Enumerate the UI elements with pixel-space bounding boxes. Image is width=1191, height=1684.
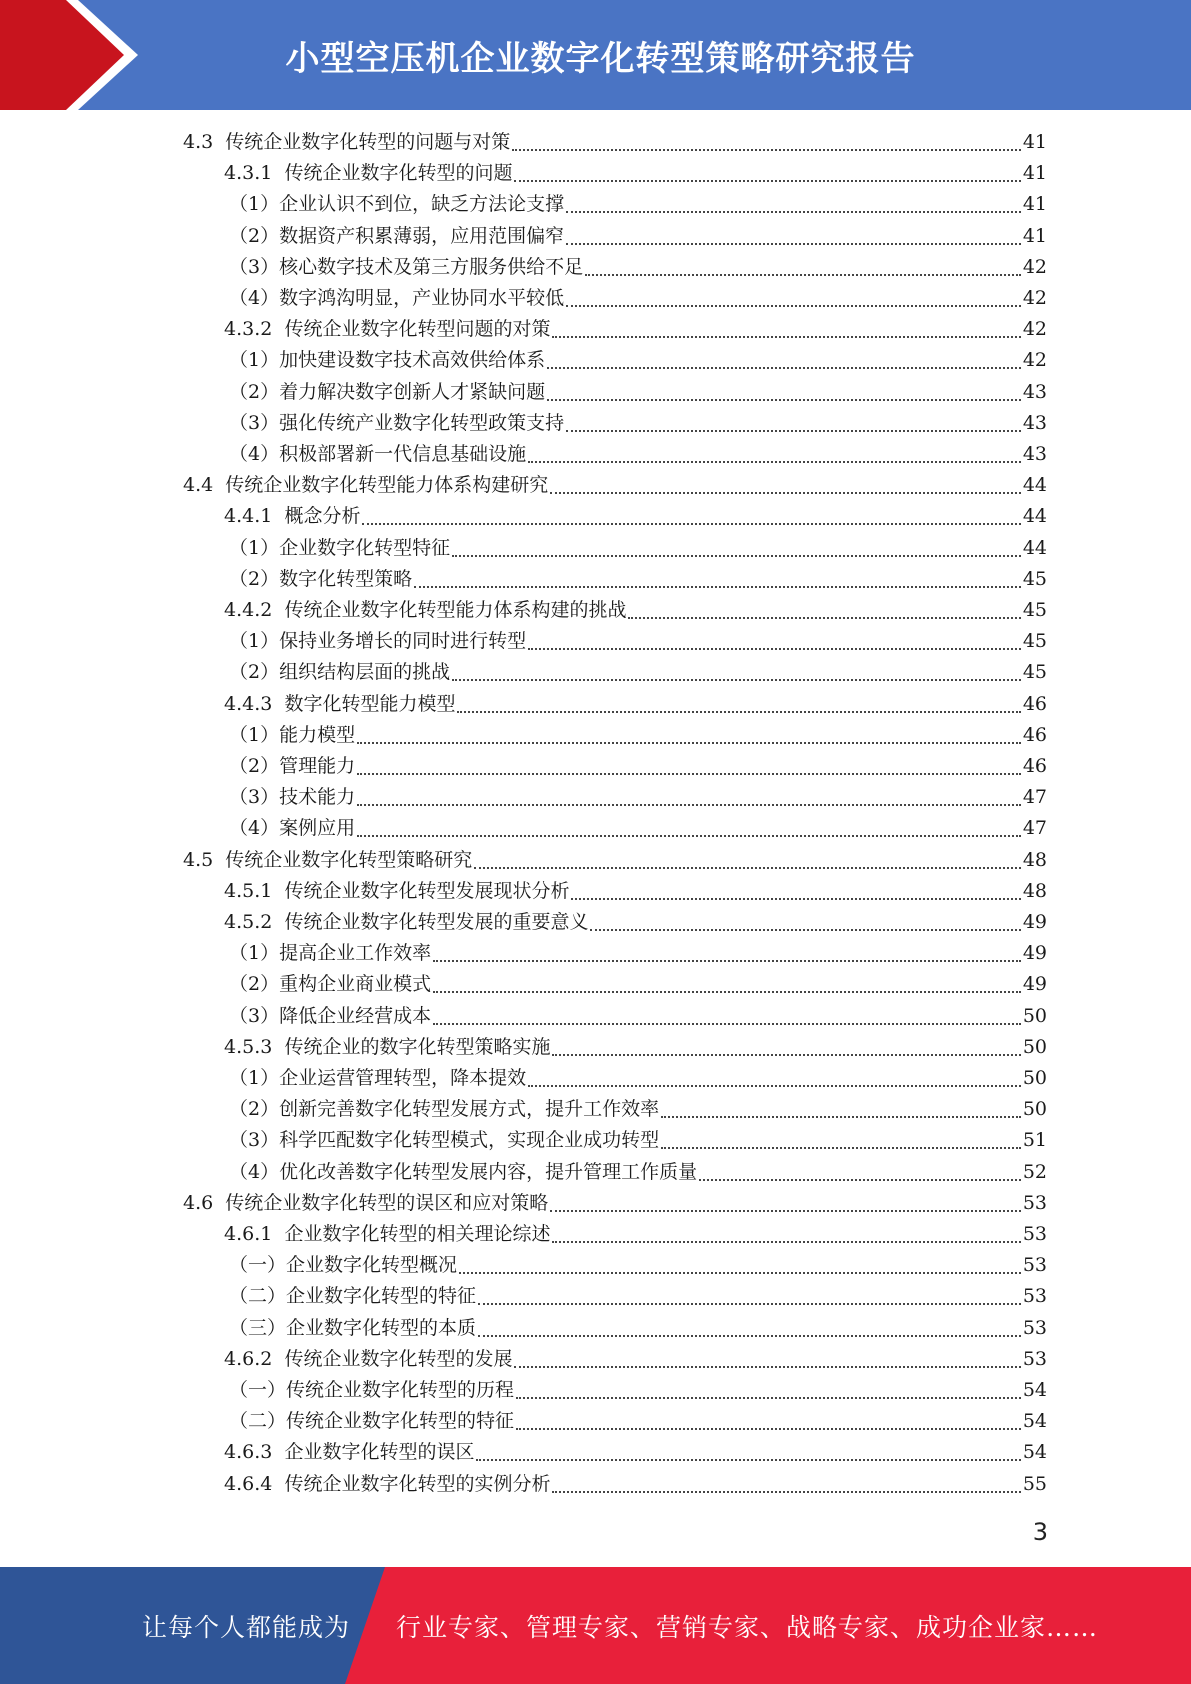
toc-entry-number: （3） — [229, 255, 280, 278]
toc-entry-title: 传统企业数字化转型的特征 — [286, 1410, 515, 1433]
toc-dot-leader — [478, 1304, 1021, 1337]
toc-entry-page: 46 — [1022, 723, 1047, 746]
toc-dot-leader — [457, 680, 1020, 713]
toc-entry-page: 55 — [1022, 1472, 1047, 1495]
toc-entry-number: 4.3.1 — [224, 162, 285, 185]
toc-dot-leader — [357, 711, 1021, 744]
toc-entry-page: 43 — [1022, 443, 1047, 465]
toc-dot-leader — [699, 1148, 1021, 1181]
toc-dot-leader — [433, 992, 1021, 1025]
toc-dot-leader — [552, 1023, 1020, 1056]
toc-entry-title: 优化改善数字化转型发展内容，提升管理工作质量 — [279, 1160, 698, 1183]
toc-entry-number: （二） — [229, 1410, 287, 1433]
toc-entry-page: 47 — [1022, 817, 1047, 840]
toc-entry-page: 53 — [1022, 1191, 1047, 1214]
toc-dot-leader — [512, 118, 1021, 151]
toc-dot-leader — [585, 243, 1021, 276]
toc-entry-page: 50 — [1022, 1067, 1047, 1089]
toc-dot-leader — [433, 929, 1021, 962]
toc-entry-page: 43 — [1022, 380, 1047, 403]
page-number: 3 — [1032, 1518, 1048, 1546]
toc-entry-title: 传统企业数字化转型的问题与对策 — [225, 131, 511, 153]
toc-dot-leader — [516, 1397, 1021, 1430]
toc-entry-number: 4.6.3 — [224, 1441, 285, 1464]
toc-dot-leader — [528, 430, 1021, 463]
toc-entry-title: 管理能力 — [279, 755, 356, 777]
toc-entry-page: 45 — [1022, 599, 1047, 621]
toc-entry-title: 企业运营管理转型，降本提效 — [279, 1067, 527, 1089]
toc-entry-page: 44 — [1022, 474, 1047, 497]
footer-slogan-lead: 让每个人都能成为 — [142, 1612, 351, 1642]
toc-entry-title: 传统企业数字化转型的误区和应对策略 — [225, 1191, 549, 1214]
toc-entry[interactable] — [0, 1469, 1191, 1500]
toc-entry-title: 传统企业数字化转型的问题 — [284, 162, 513, 185]
report-title: 小型空压机企业数字化转型策略研究报告 — [285, 38, 916, 79]
toc-entry-number: （4） — [229, 287, 280, 309]
toc-entry-number: （3） — [229, 411, 280, 434]
toc-entry-title: 创新完善数字化转型发展方式，提升工作效率 — [279, 1098, 660, 1121]
toc-entry-title: 传统企业数字化转型的实例分析 — [284, 1472, 551, 1495]
toc-dot-leader — [452, 524, 1021, 557]
toc-entry-number: 4.3.2 — [224, 318, 285, 341]
toc-entry-number: （1） — [229, 193, 280, 216]
toc-entry-title: 企业数字化转型的本质 — [286, 1316, 477, 1339]
toc-entry-title: 数字化转型策略 — [279, 567, 413, 590]
toc-entry-number: （2） — [229, 224, 280, 247]
toc-entry-title: 企业数字化转型特征 — [279, 536, 451, 559]
toc-entry-number: （一） — [229, 1254, 287, 1277]
toc-entry-page: 49 — [1022, 973, 1047, 996]
toc-entry-number: （3） — [229, 1129, 280, 1152]
toc-entry-page: 54 — [1022, 1410, 1047, 1433]
toc-entry-number: 4.5.2 — [224, 911, 285, 933]
footer-slogan-roles: 行业专家、管理专家、营销专家、战略专家、成功企业家…… — [396, 1612, 1099, 1642]
toc-entry-title: 传统企业数字化转型发展的重要意义 — [284, 911, 589, 933]
toc-entry-title: 提高企业工作效率 — [279, 942, 432, 965]
toc-entry-title: 技术能力 — [279, 786, 356, 809]
toc-entry-title: 概念分析 — [284, 505, 361, 528]
toc-entry-number: （1） — [229, 942, 280, 965]
toc-entry-title: 传统企业数字化转型能力体系构建的挑战 — [284, 599, 627, 621]
toc-entry-number: 4.6.1 — [224, 1223, 285, 1245]
toc-entry-page: 42 — [1022, 255, 1047, 278]
toc-dot-leader — [590, 898, 1020, 931]
toc-entry-page: 41 — [1022, 224, 1047, 247]
toc-dot-leader — [547, 336, 1021, 369]
toc-dot-leader — [459, 1241, 1021, 1274]
toc-entry-title: 着力解决数字创新人才紧缺问题 — [279, 380, 546, 403]
toc-entry-title: 案例应用 — [279, 817, 356, 840]
toc-entry-number: 4.3 — [183, 131, 226, 153]
toc-dot-leader — [628, 586, 1020, 619]
toc-entry-page: 51 — [1022, 1129, 1047, 1152]
toc-entry-number: （4） — [229, 817, 280, 840]
toc-entry-number: 4.4.2 — [224, 599, 285, 621]
toc-entry-page: 41 — [1022, 131, 1047, 153]
toc-entry-title: 能力模型 — [279, 723, 356, 746]
header-chevron-decoration — [0, 0, 160, 110]
toc-dot-leader — [566, 212, 1021, 245]
toc-dot-leader — [661, 1116, 1021, 1149]
toc-entry-page: 45 — [1022, 630, 1047, 653]
toc-dot-leader — [566, 399, 1021, 432]
toc-entry-number: （4） — [229, 443, 280, 465]
toc-entry-title: 组织结构层面的挑战 — [279, 661, 451, 684]
toc-entry-number: 4.6.4 — [224, 1472, 285, 1495]
toc-entry-title: 企业数字化转型的特征 — [286, 1285, 477, 1308]
toc-entry-title: 传统企业的数字化转型策略实施 — [284, 1035, 551, 1058]
toc-entry-page: 53 — [1022, 1254, 1047, 1277]
toc-entry-number: 4.4 — [183, 474, 226, 497]
page-footer — [0, 1567, 1191, 1684]
toc-dot-leader — [474, 836, 1021, 869]
toc-entry-title: 企业数字化转型的相关理论综述 — [284, 1223, 551, 1245]
toc-entry-title: 企业认识不到位，缺乏方法论支撑 — [279, 193, 565, 216]
toc-entry-number: （1） — [229, 723, 280, 746]
toc-entry-title: 传统企业数字化转型能力体系构建研究 — [225, 474, 549, 497]
toc-entry-page: 46 — [1022, 755, 1047, 777]
toc-entry-page: 43 — [1022, 411, 1047, 434]
toc-entry-number: （4） — [229, 1160, 280, 1183]
toc-dot-leader — [547, 368, 1021, 401]
toc-entry-page: 42 — [1022, 349, 1047, 372]
toc-entry-title: 核心数字技术及第三方服务供给不足 — [279, 255, 584, 278]
toc-dot-leader — [452, 648, 1021, 681]
toc-entry-title: 保持业务增长的同时进行转型 — [279, 630, 527, 653]
page-header — [0, 0, 1191, 110]
toc-entry-number: （一） — [229, 1379, 287, 1401]
toc-dot-leader — [528, 1054, 1021, 1087]
toc-entry-page: 54 — [1022, 1441, 1047, 1464]
toc-entry-number: （2） — [229, 380, 280, 403]
toc-dot-leader — [661, 1085, 1021, 1118]
toc-dot-leader — [566, 274, 1021, 307]
toc-dot-leader — [552, 305, 1020, 338]
toc-entry-page: 49 — [1022, 942, 1047, 965]
toc-entry-number: 4.6.2 — [224, 1347, 285, 1370]
toc-entry-number: （2） — [229, 567, 280, 590]
toc-entry-page: 53 — [1022, 1223, 1047, 1245]
toc-entry-number: （1） — [229, 349, 280, 372]
toc-dot-leader — [433, 960, 1021, 993]
toc-entry-title: 传统企业数字化转型的发展 — [284, 1347, 513, 1370]
toc-dot-leader — [566, 180, 1021, 213]
toc-entry-title: 积极部署新一代信息基础设施 — [279, 443, 527, 465]
toc-entry-number: （2） — [229, 755, 280, 777]
toc-entry-title: 传统企业数字化转型发展现状分析 — [284, 879, 570, 902]
toc-entry-title: 传统企业数字化转型策略研究 — [225, 848, 473, 871]
toc-entry-number: （1） — [229, 536, 280, 559]
toc-entry-page: 53 — [1022, 1347, 1047, 1370]
toc-entry-page: 45 — [1022, 567, 1047, 590]
toc-entry-number: （2） — [229, 1098, 280, 1121]
toc-entry-number: （1） — [229, 630, 280, 653]
toc-entry-title: 传统企业数字化转型问题的对策 — [284, 318, 551, 341]
toc-dot-leader — [552, 1210, 1020, 1243]
toc-entry-title: 传统企业数字化转型的历程 — [286, 1379, 515, 1401]
toc-entry-page: 44 — [1022, 505, 1047, 528]
toc-entry-number: （3） — [229, 786, 280, 809]
toc-dot-leader — [571, 867, 1020, 900]
toc-entry-title: 加快建设数字技术高效供给体系 — [279, 349, 546, 372]
toc-dot-leader — [528, 617, 1021, 650]
toc-entry-title: 数据资产积累薄弱，应用范围偏窄 — [279, 224, 565, 247]
toc-dot-leader — [478, 1272, 1021, 1305]
toc-entry-title: 强化传统产业数字化转型政策支持 — [279, 411, 565, 434]
toc-entry-page: 41 — [1022, 193, 1047, 216]
toc-entry-number: （2） — [229, 661, 280, 684]
toc-entry-page: 50 — [1022, 1098, 1047, 1121]
toc-entry-number: 4.6 — [183, 1191, 226, 1214]
toc-dot-leader — [357, 773, 1021, 806]
toc-entry-number: （二） — [229, 1285, 287, 1308]
toc-entry-page: 48 — [1022, 848, 1047, 871]
toc-dot-leader — [552, 1460, 1020, 1493]
toc-entry-page: 42 — [1022, 318, 1047, 341]
toc-dot-leader — [476, 1428, 1020, 1461]
toc-entry-number: 4.4.3 — [224, 692, 285, 715]
toc-dot-leader — [514, 149, 1020, 182]
toc-entry-title: 科学匹配数字化转型模式，实现企业成功转型 — [279, 1129, 660, 1152]
toc-dot-leader — [414, 555, 1021, 588]
toc-entry-title: 重构企业商业模式 — [279, 973, 432, 996]
toc-entry-page: 53 — [1022, 1285, 1047, 1308]
toc-entry-page: 45 — [1022, 661, 1047, 684]
toc-entry-title: 数字化转型能力模型 — [284, 692, 456, 715]
toc-dot-leader — [550, 461, 1021, 494]
toc-entry-page: 47 — [1022, 786, 1047, 809]
toc-entry-page: 41 — [1022, 162, 1047, 185]
toc-entry-number: 4.4.1 — [224, 505, 285, 528]
toc-entry-page: 49 — [1022, 911, 1047, 933]
toc-dot-leader — [357, 742, 1021, 775]
toc-entry-number: 4.5 — [183, 848, 226, 871]
toc-entry-page: 53 — [1022, 1316, 1047, 1339]
toc-entry-number: （1） — [229, 1067, 280, 1089]
toc-entry-number: 4.5.1 — [224, 879, 285, 902]
toc-entry-number: （3） — [229, 1004, 280, 1027]
toc-dot-leader — [357, 804, 1021, 837]
toc-entry-number: 4.5.3 — [224, 1035, 285, 1058]
toc-dot-leader — [516, 1366, 1021, 1399]
toc-entry-number: （三） — [229, 1316, 287, 1339]
toc-entry-title: 企业数字化转型的误区 — [284, 1441, 475, 1464]
toc-entry-page: 50 — [1022, 1004, 1047, 1027]
toc-entry-page: 42 — [1022, 287, 1047, 309]
toc-entry-page: 50 — [1022, 1035, 1047, 1058]
toc-dot-leader — [514, 1335, 1020, 1368]
toc-entry-page: 52 — [1022, 1160, 1047, 1183]
toc-dot-leader — [362, 492, 1020, 525]
toc-entry-number: （2） — [229, 973, 280, 996]
toc-entry-title: 数字鸿沟明显，产业协同水平较低 — [279, 287, 565, 309]
toc-entry-page: 46 — [1022, 692, 1047, 715]
toc-dot-leader — [550, 1179, 1021, 1212]
toc-entry-title: 降低企业经营成本 — [279, 1004, 432, 1027]
toc-entry-title: 企业数字化转型概况 — [286, 1254, 458, 1277]
toc-entry-page: 54 — [1022, 1379, 1047, 1401]
toc-entry-page: 44 — [1022, 536, 1047, 559]
toc-entry-page: 48 — [1022, 879, 1047, 902]
